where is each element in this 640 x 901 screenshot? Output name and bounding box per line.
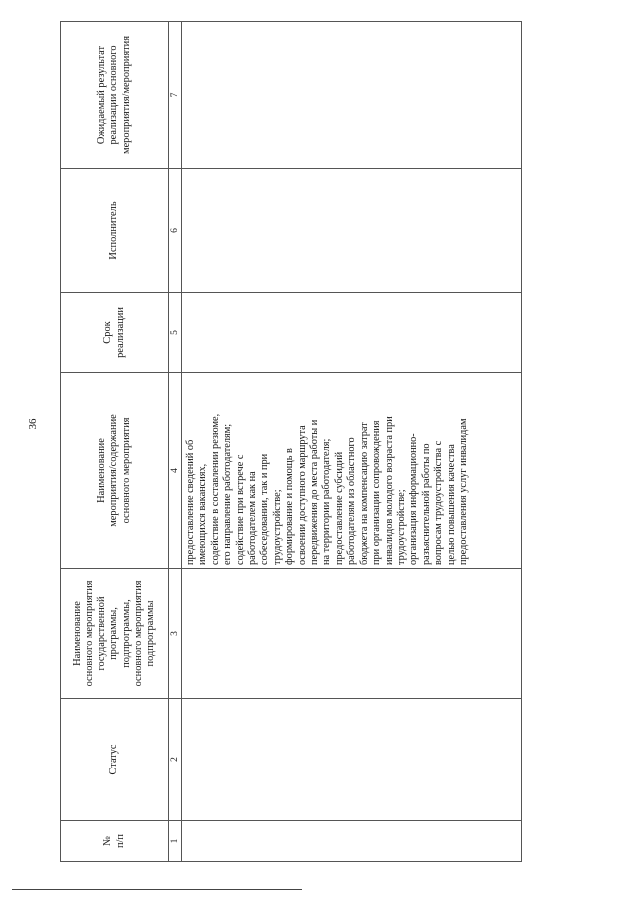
table-row	[182, 22, 522, 862]
cell-status	[182, 699, 522, 821]
column-number: 4	[169, 373, 182, 569]
column-number: 6	[169, 169, 182, 293]
column-number: 1	[169, 821, 182, 862]
measures-table	[60, 21, 522, 862]
cell-no	[182, 821, 522, 862]
header-cell: Исполнитель	[61, 169, 169, 293]
cell-executor	[182, 169, 522, 293]
column-number: 2	[169, 699, 182, 821]
measure-content: предоставление сведений об имеющихся вакансиях, содействие в составлении резюме, его направление работодателям; содействие при встрече с работодателем как на собеседовании, так и при трудоустройстве; формирование и помощь в освоении доступного маршрута передвижения до места работы и на территории работодателя; предоставление субсидий работодателям из областного бюджета на компенсацию затрат при организации сопровождения инвалидов молодого возраста при трудоустройстве; организация информационно- разъяснительной работы по вопросам трудоустройства с целью повышения качества предоставления услуг инвалидам	[185, 413, 469, 565]
header-cell: Ожидаемый результат реализации основного мероприятия/мероприятия	[61, 22, 169, 169]
header-row	[61, 22, 169, 862]
column-number: 3	[169, 569, 182, 699]
column-number: 7	[169, 22, 182, 169]
page-number: 36	[27, 418, 39, 430]
header-cell: № п/п	[61, 821, 169, 862]
footer-divider	[12, 889, 302, 890]
cell-name	[182, 569, 522, 699]
rotated-table-container	[60, 22, 522, 862]
column-number-row	[169, 22, 182, 862]
cell-result	[182, 22, 522, 169]
cell-measure	[182, 373, 522, 569]
header-cell: Статус	[61, 699, 169, 821]
header-cell: Срок реализации	[61, 293, 169, 373]
column-number: 5	[169, 293, 182, 373]
header-cell: Наименование основного мероприятия государственной программы, подпрограммы, основного мероприятия подпрограммы	[61, 569, 169, 699]
header-cell: Наименование мероприятия/содержание основного мероприятия	[61, 373, 169, 569]
cell-term	[182, 293, 522, 373]
